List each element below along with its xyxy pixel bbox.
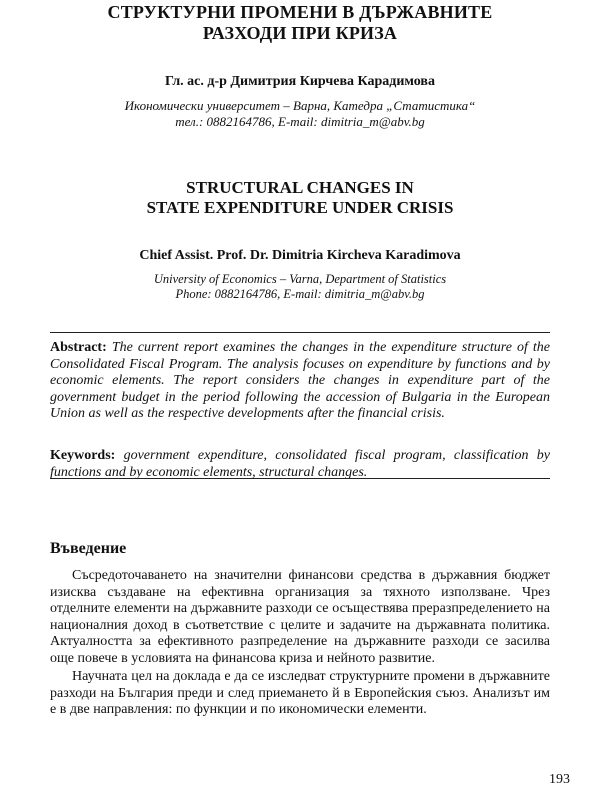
keywords-text: government expenditure, consolidated fiscal program, classification by functions and by economic elements, structural changes. — [50, 448, 550, 480]
bulgarian-affiliation: Икономически университет – Варна, Катедра „Статистика“ тел.: 0882164786, E-mail: dimitria_m@abv.bg — [124, 98, 476, 129]
english-affiliation: University of Economics – Varna, Department of Statistics Phone: 0882164786, E-mail: dimitria_m@abv.bg — [153, 272, 447, 301]
paragraph: Съсредоточаването на значителни финансови средства в държавния бюджет изисква създаване на ефективна организация за тяхното използване. Чрез отделните елементи на държавните разходи се осъществява преразпределението на националния доход в съответствие с целите и задачите на държавната политика. Актуалността за ефективното разпределение на държавните разходи се засилва още повече в условията на финансова криза и нейното развитие. — [50, 568, 550, 666]
bulgarian-title: СТРУКТУРНИ ПРОМЕНИ В ДЪРЖАВНИТЕ РАЗХОДИ ПРИ КРИЗА — [107, 2, 493, 43]
paragraph: Научната цел на доклада е да се изследват структурните промени в държавните разходи на България преди и след приемането й в Европейския съюз. Анализът им е в две направления: по функции и по икономически елементи. — [50, 669, 550, 717]
bulgarian-author: Гл. ас. д-р Димитрия Кирчева Карадимова — [165, 74, 435, 89]
abstract-top-rule — [50, 332, 550, 333]
english-author: Chief Assist. Prof. Dr. Dimitria Kircheva Karadimova — [139, 248, 461, 263]
abstract-label: Abstract: — [50, 340, 107, 355]
keywords-label: Keywords: — [50, 448, 116, 463]
section-title: Въведение — [50, 540, 127, 557]
abstract — [50, 340, 550, 423]
english-title: STRUCTURAL CHANGES IN STATE EXPENDITURE UNDER CRISIS — [146, 178, 454, 217]
abstract-text: The current report examines the changes in the expenditure structure of the Consolidated Fiscal Program. The analysis focuses on expenditure by functions and by economic elements. The report considers the changes in expenditure part of the government budget in the period following the accession of Bulgaria in the European Union as well as the respective developments after the financial crisis. — [50, 340, 551, 421]
page-number: 193 — [549, 772, 570, 787]
abstract-bottom-rule — [50, 478, 550, 479]
body-text — [50, 568, 550, 719]
keywords — [50, 448, 550, 481]
